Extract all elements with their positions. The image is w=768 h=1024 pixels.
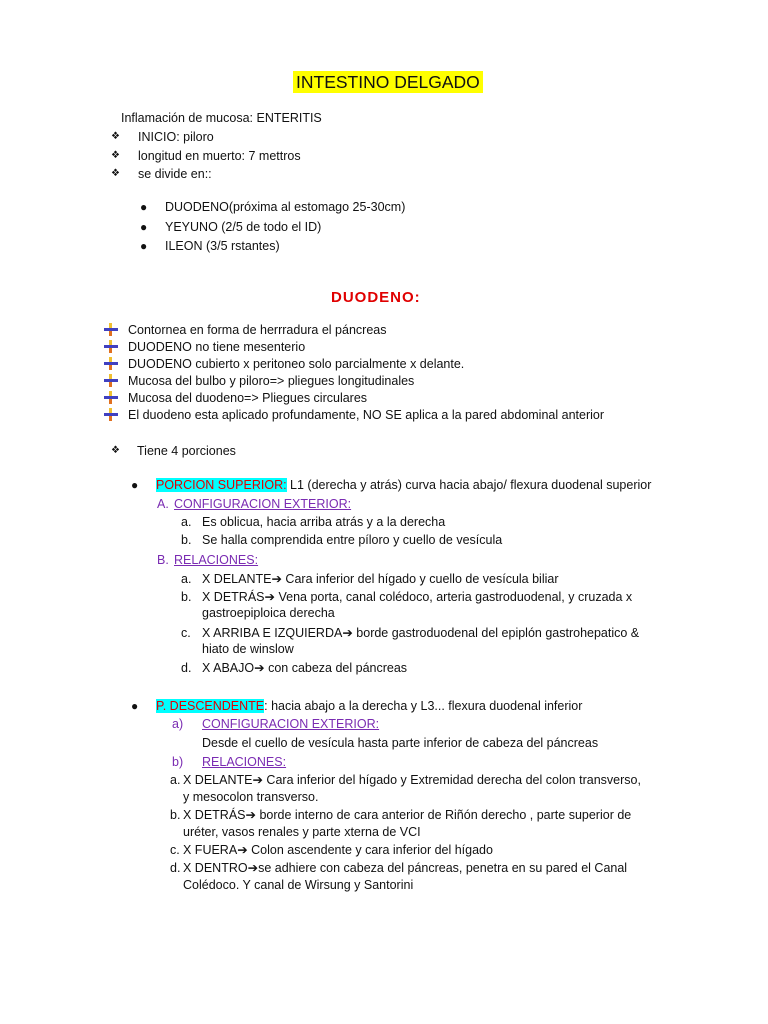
page-title: INTESTINO DELGADO [293,71,483,93]
flag-bullet-icon [104,357,118,370]
intro-heading: Inflamación de mucosa: ENTERITIS [121,111,322,125]
flag-bullet-icon [104,391,118,404]
arrow-icon: ➔ [254,661,265,675]
item-marker: a. [181,515,192,529]
relation-item [183,772,641,788]
arrow-icon: ➔ [237,843,248,857]
porcion-descendente-line [156,698,582,714]
porcion-superior-line [156,477,651,493]
porciones-line: Tiene 4 porciones [137,444,236,458]
relation-prefix: X FUERA [183,843,238,857]
subsection-title: CONFIGURACION EXTERIOR: [174,497,352,511]
item-marker: b. [170,808,181,822]
bullet-icon: ● [131,699,139,713]
porcion-superior-text: L1 (derecha y atrás) curva hacia abajo/ flexura duodenal superior [286,478,652,492]
arrow-icon: ➔ [247,861,259,875]
flag-bullet-icon [104,374,118,387]
relation-item [202,660,407,676]
list-item: Es oblicua, hacia arriba atrás y a la derecha [202,515,446,529]
relation-item [202,625,639,641]
bullet-icon: ● [140,220,148,234]
fact-item: DUODENO no tiene mesenterio [128,340,306,354]
item-marker: a. [170,773,181,787]
diamond-bullet-icon: ❖ [111,131,120,142]
fact-item: DUODENO cubierto x peritoneo solo parcialmente x delante. [128,357,465,371]
diamond-bullet-icon: ❖ [111,150,120,161]
intro-item: INICIO: piloro [138,130,214,144]
relation-text: se adhiere con cabeza del páncreas, penetra en su pared el Canal [258,861,628,875]
fact-item: El duodeno esta aplicado profundamente, NO SE aplica a la pared abdominal anterior [128,408,605,422]
relation-text: borde gastroduodenal del epiplón gastrohepatico & [352,626,640,640]
porcion-descendente-label: P. DESCENDENTE [156,699,265,713]
porcion-superior-label: PORCION SUPERIOR: [156,478,287,492]
item-marker: c. [170,843,180,857]
fact-item: Mucosa del bulbo y piloro=> pliegues longitudinales [128,374,415,388]
relation-item [202,571,559,587]
relation-prefix: X DELANTE [202,572,272,586]
relation-text: con cabeza del páncreas [264,661,408,675]
part-item: DUODENO(próxima al estomago 25-30cm) [165,200,406,214]
item-marker: a. [181,572,192,586]
relation-item [183,860,627,876]
diamond-bullet-icon: ❖ [111,445,120,456]
config-text: Desde el cuello de vesícula hasta parte inferior de cabeza del páncreas [202,736,599,750]
section-marker: a) [172,717,184,731]
section-heading: DUODENO: [331,289,421,306]
relation-prefix: X DELANTE [183,773,253,787]
subsection-title: RELACIONES: [174,553,259,567]
item-marker: b. [181,590,192,604]
arrow-icon: ➔ [252,773,263,787]
arrow-icon: ➔ [342,626,353,640]
relation-item [183,807,631,823]
part-item: ILEON (3/5 rstantes) [165,239,280,253]
flag-bullet-icon [104,323,118,336]
fact-item: Mucosa del duodeno=> Pliegues circulares [128,391,368,405]
relation-text: borde interno de cara anterior de Riñón derecho , parte superior de [256,808,632,822]
fact-item: Contornea en forma de herrradura el páncreas [128,323,387,337]
section-marker: b) [172,755,184,769]
flag-bullet-icon [104,408,118,421]
relation-item [183,842,493,858]
relation-prefix: X ARRIBA E IZQUIERDA [202,626,343,640]
relation-text: Cara inferior del hígado y cuello de vesícula biliar [281,572,559,586]
porcion-descendente-text: : hacia abajo a la derecha y L3... flexura duodenal inferior [264,699,583,713]
relation-prefix: X DETRÁS [183,808,246,822]
item-marker: d. [181,661,192,675]
subsection-title: RELACIONES: [202,755,287,769]
intro-item: se divide en:: [138,167,212,181]
item-marker: b. [181,533,192,547]
bullet-icon: ● [140,239,148,253]
relation-prefix: X DETRÁS [202,590,265,604]
subsection-title: CONFIGURACION EXTERIOR: [202,717,380,731]
relation-text: Cara inferior del hígado y Extremidad derecha del colon transverso, [262,773,641,787]
flag-bullet-icon [104,340,118,353]
section-marker: A. [157,497,169,511]
relation-text: Colon ascendente y cara inferior del hígado [247,843,493,857]
relation-continuation: hiato de winslow [202,642,294,656]
relation-prefix: X ABAJO [202,661,255,675]
diamond-bullet-icon: ❖ [111,168,120,179]
arrow-icon: ➔ [271,572,282,586]
relation-prefix: X DENTRO [183,861,248,875]
arrow-icon: ➔ [245,808,256,822]
relation-text: Vena porta, canal colédoco, arteria gastroduodenal, y cruzada x [275,590,633,604]
part-item: YEYUNO (2/5 de todo el ID) [165,220,322,234]
intro-item: longitud en muerto: 7 mettros [138,149,301,163]
relation-continuation: uréter, vasos renales y parte xterna de VCI [183,825,421,839]
item-marker: d. [170,861,181,875]
arrow-icon: ➔ [264,590,275,604]
list-item: Se halla comprendida entre píloro y cuello de vesícula [202,533,503,547]
relation-item [202,589,632,605]
relation-continuation: Colédoco. Y canal de Wirsung y Santorini [183,878,414,892]
bullet-icon: ● [131,478,139,492]
item-marker: c. [181,626,191,640]
relation-continuation: gastroepiploica derecha [202,606,335,620]
bullet-icon: ● [140,200,148,214]
section-marker: B. [157,553,169,567]
relation-continuation: y mesocolon transverso. [183,790,319,804]
